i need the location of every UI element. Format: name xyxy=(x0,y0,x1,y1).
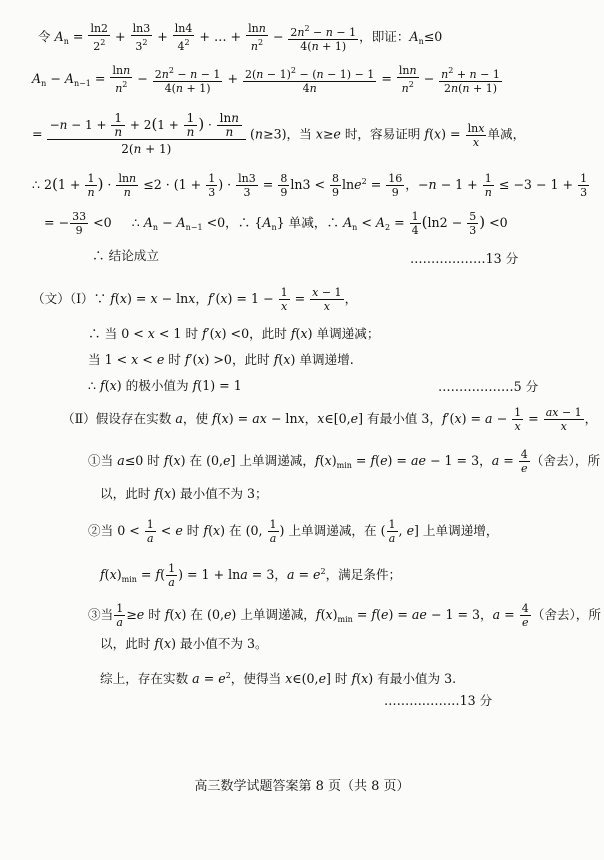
line-case1-cont: 以，此时 f(x) 最小值不为 3； xyxy=(100,486,268,501)
line-case2-min: $f(x)_{min} = f$( $\frac{1}{a}$ ) = 1 + lna = 3，$a = e^2$，满足条件； xyxy=(100,562,402,589)
page-footer: 高三数学试题答案第 8 页（共 8 页） xyxy=(194,779,410,794)
line-monotone: = −n − 1 + $\frac{1}{n}$ + 2(1 + $\frac{1}{n}$ ) · $\frac{\ln n}{n}$ 2(n + 1) (n≥3)，当 x≥e 时，容易证明 f(x) = $\frac{\ln x}{x}$ 单减， xyxy=(32,111,526,156)
line-estimate: ∴ 2(1 + $\frac{1}{n}$ ) · $\frac{\ln n}{n}$ ≤2 · (1 + $\frac{1}{3}$ ) · $\frac{\ln 3}{3}$ = $\frac{8}{9}$ ln3 < $\frac{8}{9}$ lne$^2$ = $\frac{16}{9}$ ，−n − 1 + $\frac{1}{n}$ ≤ −3 − 1 + $\frac{1}{3}$ xyxy=(32,172,588,199)
line-case3-cont: 以，此时 f(x) 最小值不为 3。 xyxy=(100,636,268,651)
line-wen-part1: （文）（Ⅰ）∵ f(x) = x − lnx，f′(x) = 1 − $\frac{1}{x}$ = $\frac{x - 1}{x}$ ， xyxy=(32,286,358,313)
line-wen-minimum: ∴ f(x) 的极小值为 f(1) = 1 xyxy=(88,378,242,393)
line-wen-increasing: 当 1 < x < e 时 f′(x) >0，此时 f(x) 单调递增. xyxy=(88,352,354,367)
score-13-a: ………………13 分 xyxy=(410,251,519,266)
line-wen-decreasing: ∴ 当 0 < x < 1 时 f′(x) <0，此时 f(x) 单调递减； xyxy=(88,326,380,341)
score-13-b: ………………13 分 xyxy=(384,693,493,708)
line-case1: ①当 a≤0 时 f(x) 在 (0,e] 上单调递减，$f(x)_{min} = f(e)$ = ae − 1 = 3，a = $\frac{4}{e}$ （舍去），所 xyxy=(88,448,601,475)
line-conclusion-an: = − $\frac{33}{9}$ <0 ∴ $A_n - A_{n-1} <0$，∴ $\{A_n\}$ 单减，∴ $A_n < A_2$ = $\frac{1}{4}$ (ln2 − $\frac{5}{3}$ ) <0 xyxy=(44,210,508,237)
line-part2: （Ⅱ）假设存在实数 a，使 f(x) = ax − lnx，x∈[0,e] 有最小值 3，f′(x) = a − $\frac{1}{x}$ = $\frac{ax - 1}{x}$ ， xyxy=(62,406,598,433)
line-define-an: 令 $A_n$ = $\frac{\ln 2}{2^2}$ + $\frac{\ln 3}{3^2}$ + $\frac{\ln 4}{4^2}$ + … + $\frac{\ln n}{n^2}$ − $\frac{2n^2 - n - 1}{4(n + 1)}$ ，即证：$A_n\le 0$ xyxy=(38,22,443,53)
line-case2: ②当 0 < $\frac{1}{a}$ < e 时 f(x) 在 (0, $\frac{1}{a}$ ) 上单调递减，在 ( $\frac{1}{a}$ , e] 上单调递增， xyxy=(88,518,499,545)
line-final-conclusion: 综上，存在实数 $a = e^2$，使得当 x∈(0,e] 时 f(x) 有最小值为 3. xyxy=(100,671,457,686)
line-difference: $A_n - A_{n-1}$ = $\frac{\ln n}{n^2}$ − $\frac{2n^2 - n - 1}{4(n + 1)}$ + $\frac{2(n - 1)^2 - (n - 1) - 1}{4n}$ = $\frac{\ln n}{n^2}$ − $\frac{n^2 + n - 1}{2n(n + 1)}$ xyxy=(32,64,500,95)
line-result: ∴ 结论成立 xyxy=(92,248,159,263)
line-case3: ③当 $\frac{1}{a}$ ≥e 时 f(x) 在 (0,e) 上单调递减，$f(x)_{min} = f(e)$ = ae − 1 = 3，a = $\frac{4}{e}$ （舍去），所 xyxy=(88,602,601,629)
score-5: ………………5 分 xyxy=(438,379,539,394)
